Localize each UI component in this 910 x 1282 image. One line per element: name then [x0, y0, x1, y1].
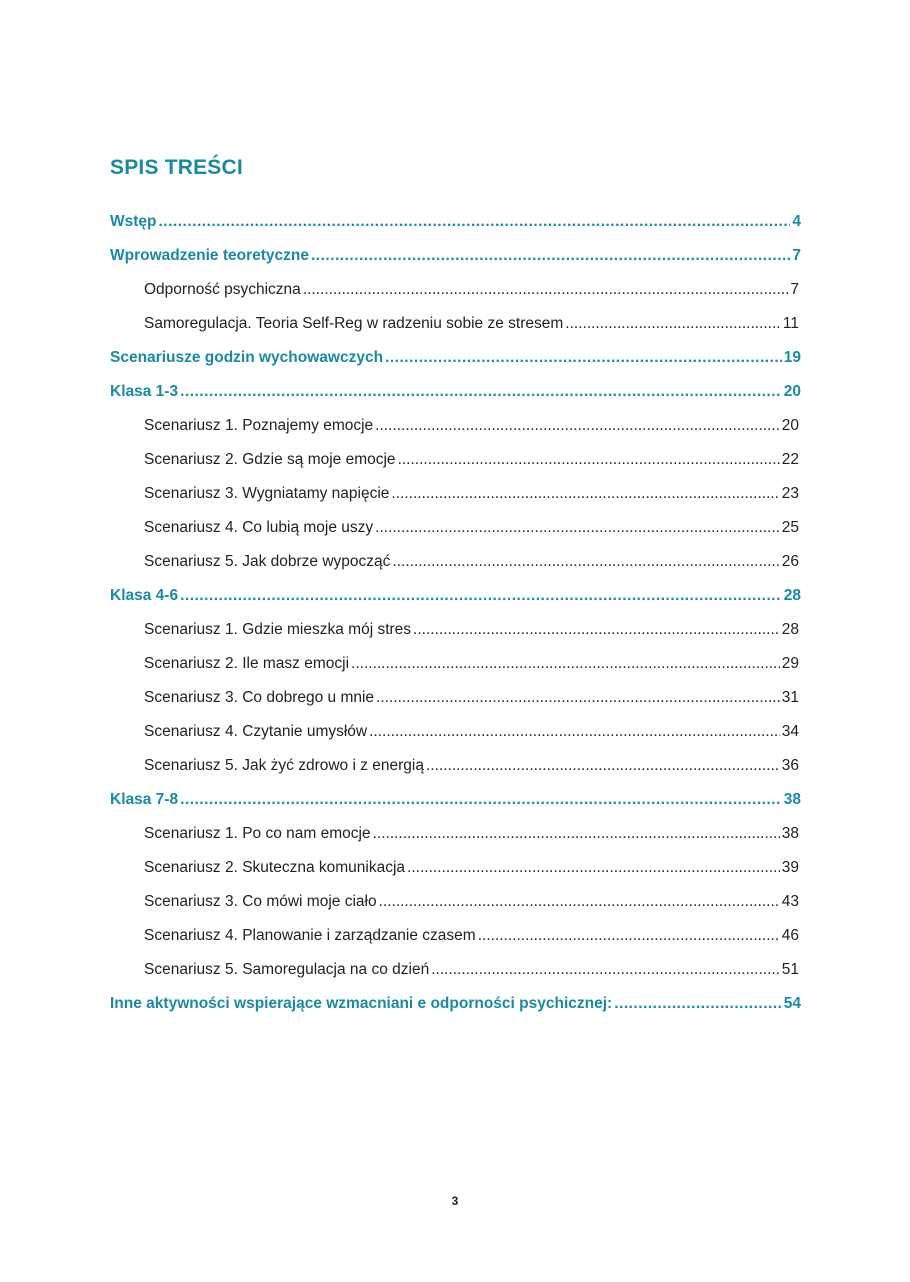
dot-leader	[614, 987, 782, 1021]
toc-entry-text: Scenariusz 1. Poznajemy emocje	[144, 417, 374, 434]
toc-list	[110, 205, 801, 1021]
toc-entry-page: 4	[792, 213, 801, 230]
toc-entry-page: 22	[781, 451, 799, 468]
toc-entry-text: Scenariusz 5. Jak dobrze wypocząć	[144, 553, 391, 570]
toc-entry-k78-scenariusz-4[interactable]	[110, 919, 801, 953]
toc-entry-k46-scenariusz-5[interactable]	[110, 749, 801, 783]
toc-entry-text: Scenariusz 3. Co mówi moje ciało	[144, 893, 377, 910]
toc-entry-k78-scenariusz-3[interactable]	[110, 885, 801, 919]
dot-leader	[375, 409, 780, 443]
toc-entry-text: Scenariusz 4. Planowanie i zarządzanie czasem	[144, 927, 476, 944]
toc-entry-klasa-4-6[interactable]	[110, 579, 801, 613]
toc-entry-k13-scenariusz-2[interactable]	[110, 443, 801, 477]
toc-entry-page: 26	[781, 553, 799, 570]
dot-leader	[159, 205, 791, 239]
dot-leader	[431, 953, 780, 987]
page-number: 3	[451, 1194, 459, 1208]
toc-entry-k46-scenariusz-4[interactable]	[110, 715, 801, 749]
toc-entry-page: 20	[781, 417, 799, 434]
dot-leader	[565, 307, 781, 341]
toc-entry-text: Klasa 7-8	[110, 791, 179, 808]
toc-entry-wprowadzenie[interactable]	[110, 239, 801, 273]
toc-entry-page: 11	[782, 315, 799, 332]
toc-entry-k13-scenariusz-3[interactable]	[110, 477, 801, 511]
toc-entry-text: Scenariusz 2. Gdzie są moje emocje	[144, 451, 396, 468]
toc-entry-page: 7	[790, 281, 799, 298]
toc-entry-text: Scenariusz 3. Co dobrego u mnie	[144, 689, 375, 706]
toc-entry-page: 20	[783, 383, 801, 400]
dot-leader	[369, 715, 780, 749]
dot-leader	[373, 817, 780, 851]
toc-entry-scenariusze[interactable]	[110, 341, 801, 375]
toc-entry-k13-scenariusz-5[interactable]	[110, 545, 801, 579]
toc-entry-text: Inne aktywności wspierające wzmacniani e odporności psychicznej:	[110, 995, 613, 1012]
toc-entry-text: Scenariusze godzin wychowawczych	[110, 349, 384, 366]
toc-entry-k46-scenariusz-3[interactable]	[110, 681, 801, 715]
toc-entry-page: 19	[783, 349, 801, 366]
dot-leader	[375, 511, 780, 545]
toc-entry-odpornosc[interactable]	[110, 273, 801, 307]
toc-entry-page: 34	[781, 723, 799, 740]
dot-leader	[180, 579, 782, 613]
toc-entry-page: 23	[781, 485, 799, 502]
toc-entry-page: 28	[783, 587, 801, 604]
dot-leader	[303, 273, 789, 307]
toc-entry-inne-aktywnosci[interactable]	[110, 987, 801, 1021]
toc-entry-text: Scenariusz 3. Wygniatamy napięcie	[144, 485, 390, 502]
toc-entry-text: Scenariusz 4. Co lubią moje uszy	[144, 519, 374, 536]
toc-entry-page: 36	[781, 757, 799, 774]
toc-entry-samoregulacja[interactable]	[110, 307, 801, 341]
toc-entry-klasa-7-8[interactable]	[110, 783, 801, 817]
dot-leader	[407, 851, 780, 885]
dot-leader	[351, 647, 780, 681]
toc-entry-klasa-1-3[interactable]	[110, 375, 801, 409]
toc-entry-text: Klasa 1-3	[110, 383, 179, 400]
dot-leader	[385, 341, 782, 375]
toc-entry-text: Scenariusz 1. Po co nam emocje	[144, 825, 371, 842]
toc-entry-page: 39	[781, 859, 799, 876]
toc-entry-text: Scenariusz 2. Skuteczna komunikacja	[144, 859, 406, 876]
toc-entry-page: 38	[783, 791, 801, 808]
toc-entry-page: 28	[781, 621, 799, 638]
toc-entry-text: Wprowadzenie teoretyczne	[110, 247, 309, 264]
toc-entry-text: Klasa 4-6	[110, 587, 179, 604]
toc-entry-wstep[interactable]	[110, 205, 801, 239]
dot-leader	[180, 375, 782, 409]
toc-entry-page: 38	[781, 825, 799, 842]
toc-entry-k46-scenariusz-2[interactable]	[110, 647, 801, 681]
toc-entry-k78-scenariusz-2[interactable]	[110, 851, 801, 885]
toc-entry-text: Odporność psychiczna	[144, 281, 301, 298]
toc-entry-page: 54	[783, 995, 801, 1012]
toc-entry-page: 25	[781, 519, 799, 536]
toc-entry-page: 51	[781, 961, 799, 978]
toc-entry-text: Wstęp	[110, 213, 157, 230]
toc-entry-text: Scenariusz 5. Samoregulacja na co dzień	[144, 961, 430, 978]
toc-entry-k46-scenariusz-1[interactable]	[110, 613, 801, 647]
toc-entry-text: Scenariusz 1. Gdzie mieszka mój stres	[144, 621, 412, 638]
dot-leader	[379, 885, 780, 919]
dot-leader	[391, 477, 779, 511]
toc-entry-text: Scenariusz 2. Ile masz emocji	[144, 655, 350, 672]
dot-leader	[426, 749, 780, 783]
toc-entry-page: 7	[792, 247, 801, 264]
toc-entry-page: 31	[781, 689, 799, 706]
toc-entry-k78-scenariusz-1[interactable]	[110, 817, 801, 851]
dot-leader	[413, 613, 780, 647]
dot-leader	[311, 239, 790, 273]
toc-entry-k78-scenariusz-5[interactable]	[110, 953, 801, 987]
dot-leader	[180, 783, 782, 817]
toc-entry-text: Samoregulacja. Teoria Self-Reg w radzeniu sobie ze stresem	[144, 315, 564, 332]
toc-entry-k13-scenariusz-4[interactable]	[110, 511, 801, 545]
toc-entry-text: Scenariusz 4. Czytanie umysłów	[144, 723, 368, 740]
toc-entry-page: 46	[781, 927, 799, 944]
toc-entry-text: Scenariusz 5. Jak żyć zdrowo i z energią	[144, 757, 424, 774]
dot-leader	[398, 443, 780, 477]
dot-leader	[376, 681, 780, 715]
toc-entry-k13-scenariusz-1[interactable]	[110, 409, 801, 443]
toc-entry-page: 43	[781, 893, 799, 910]
toc-title: SPIS TREŚCI	[110, 156, 243, 179]
dot-leader	[478, 919, 780, 953]
dot-leader	[392, 545, 779, 579]
toc-entry-page: 29	[781, 655, 799, 672]
